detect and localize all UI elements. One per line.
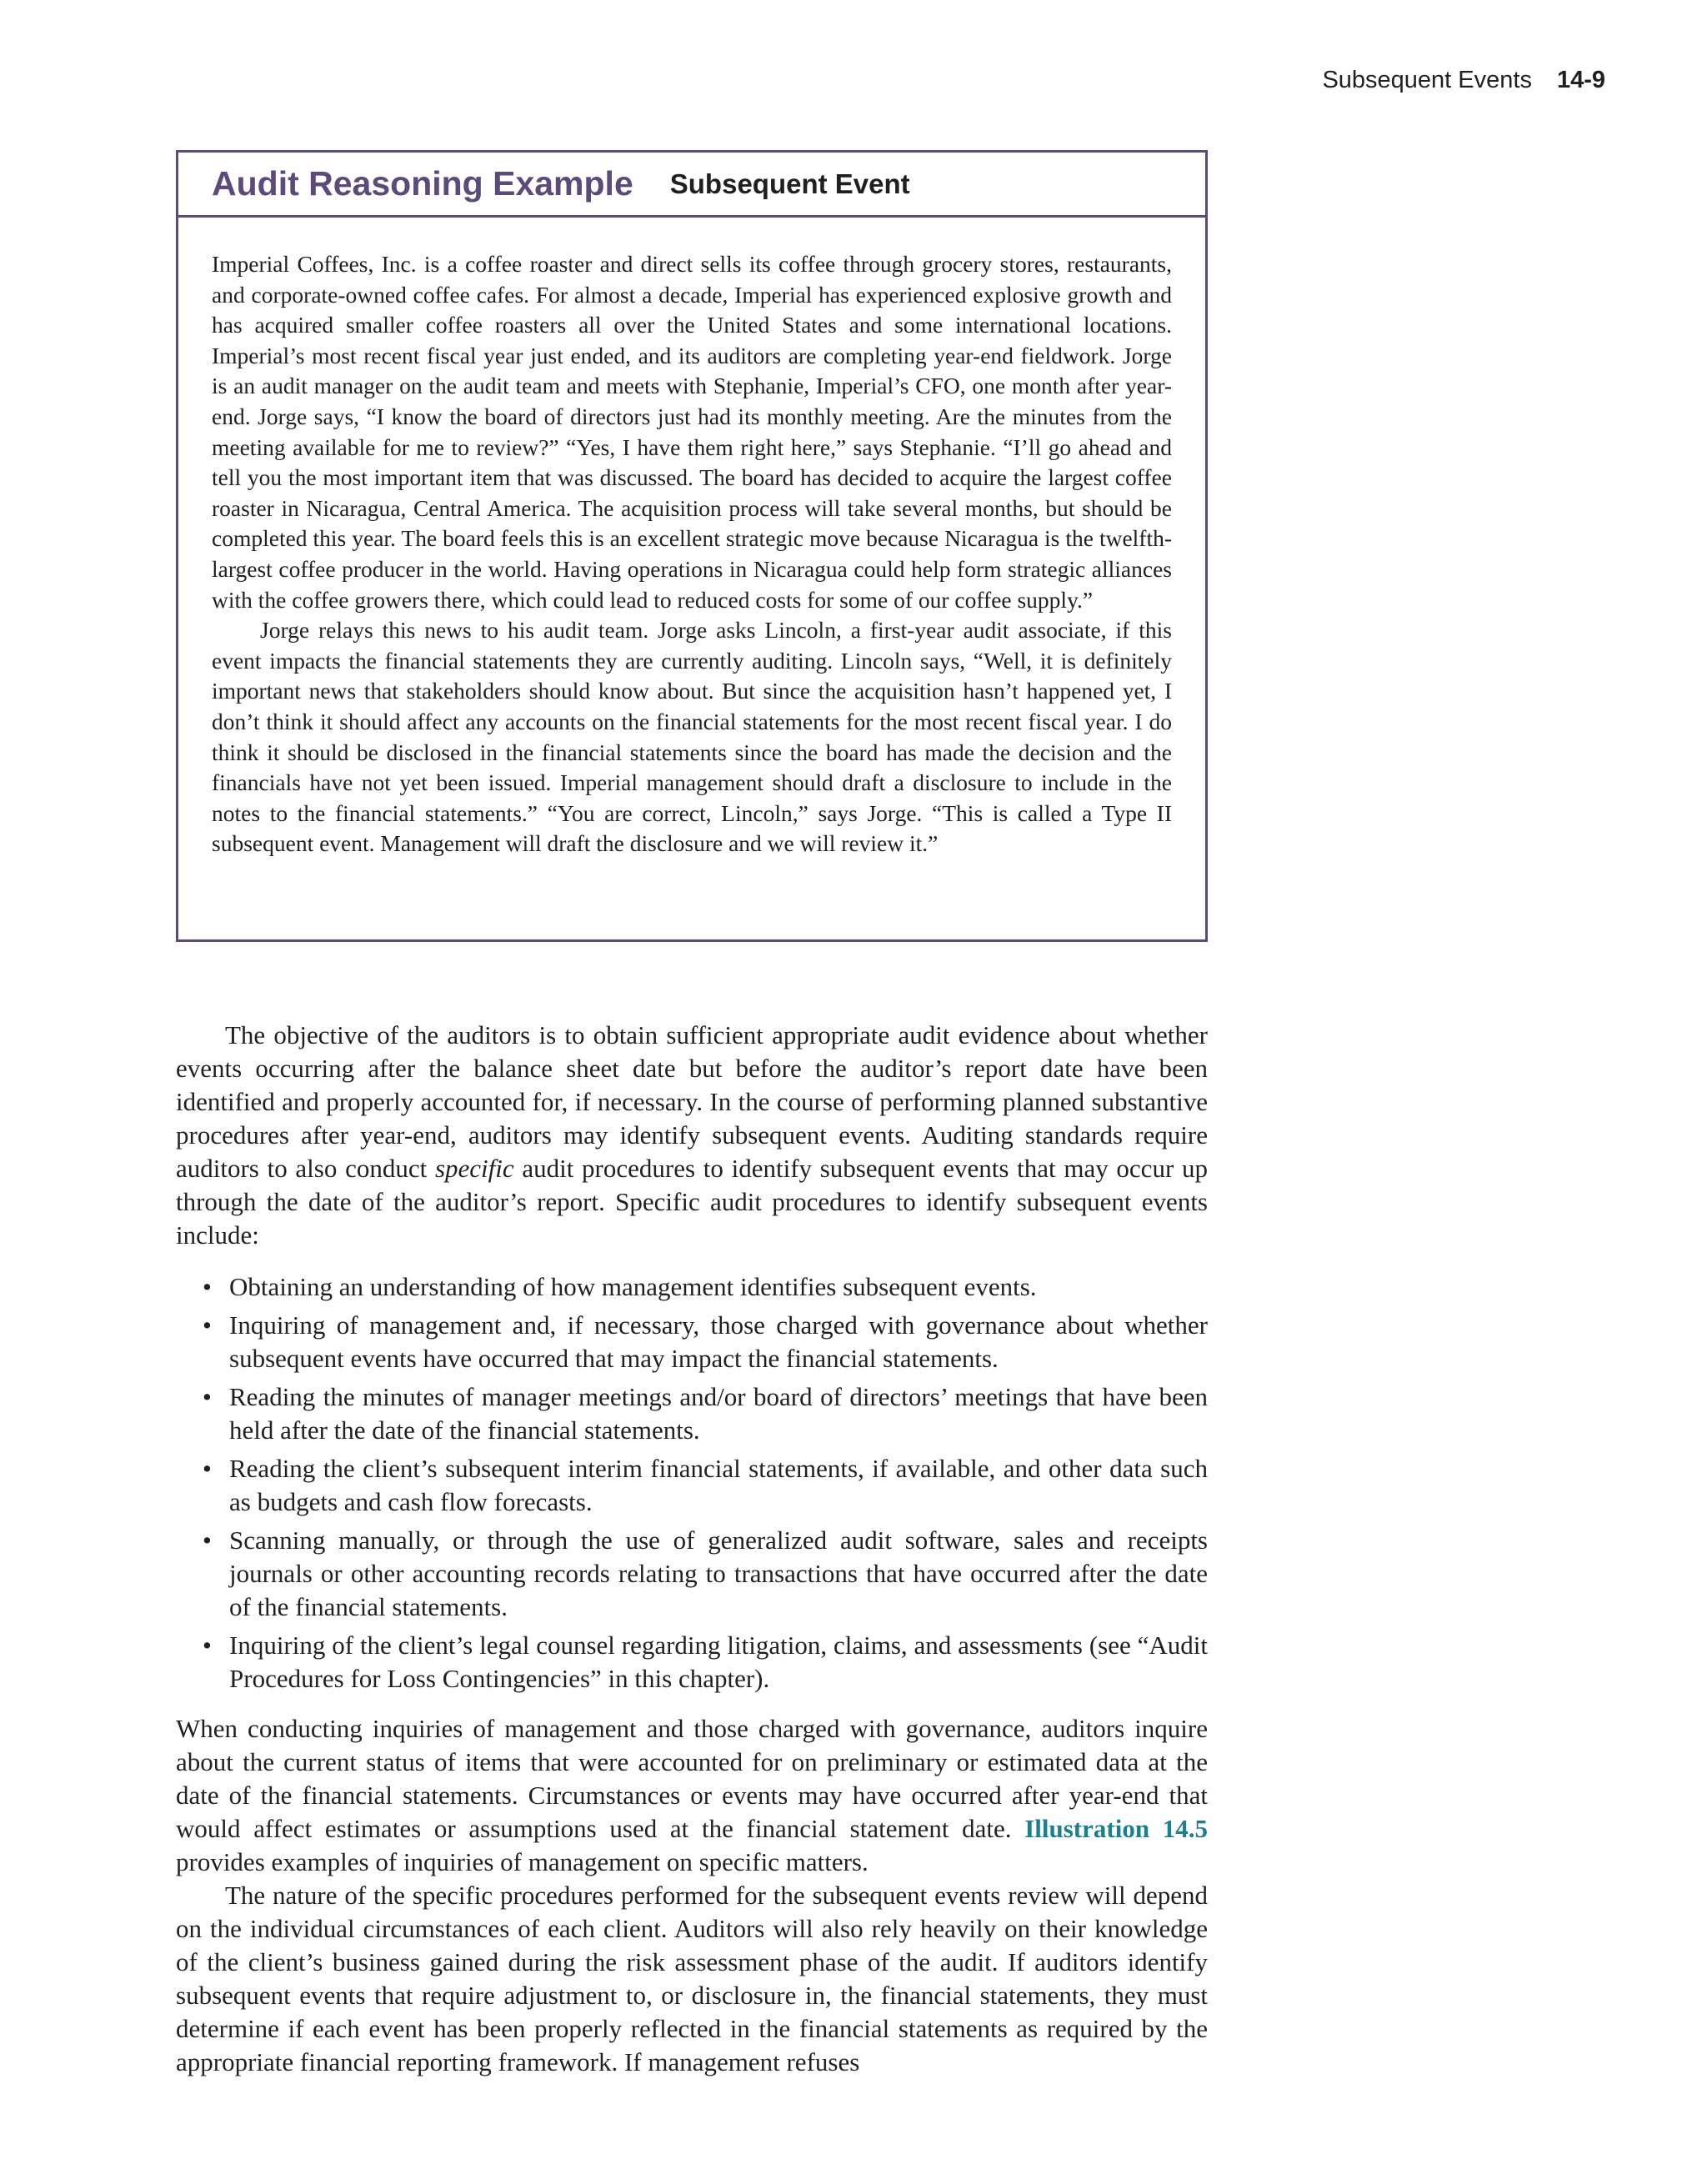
box-paragraph-1: Imperial Coffees, Inc. is a coffee roaster and direct sells its coffee through grocery stores, restaurants, and corporate-owned coffee cafes. For almost a decade, Imperial has experienced explosive growth and has acquired smaller coffee roasters all over the United States and some international locations. Imperial’s most recent fiscal year just ended, and its auditors are completing year-end fieldwork. Jorge is an audit manager on the audit team and meets with Stephanie, Imperial’s CFO, one month after year-end. Jorge says, “I know the board of directors just had its monthly meeting. Are the minutes from the meeting available for me to review?” “Yes, I have them right here,” says Stephanie. “I’ll go ahead and tell you the most important item that was discussed. The board has decided to acquire the largest coffee roaster in Nicaragua, Central America. The acquisition process will take several months, but should be completed this year. The board feels this is an excellent strategic move because Nicaragua is the twelfth-largest coffee producer in the world. Having operations in Nicaragua could help form strategic alliances with the coffee growers there, which could lead to reduced costs for some of our coffee supply.” xyxy=(212,251,1172,613)
list-item xyxy=(176,1309,1208,1375)
list-item xyxy=(176,1380,1208,1447)
list-item-text: Reading the client’s subsequent interim financial statements, if available, and other data such as budgets and cash flow forecasts. xyxy=(229,1454,1208,1516)
main-text xyxy=(176,1019,1208,2079)
audit-reasoning-example-box xyxy=(176,150,1208,942)
box-header xyxy=(178,153,1205,218)
para2-text-a: When conducting inquiries of management and those charged with governance, auditors inquire about the current status of items that were accounted for on preliminary or estimated data at the date of the financial statements. Circumstances or events may have occurred after year-end that would affect estimates or assumptions used at the financial statement date. xyxy=(176,1714,1208,1843)
list-item xyxy=(176,1629,1208,1696)
list-item xyxy=(176,1452,1208,1519)
body-paragraph-2 xyxy=(176,1712,1208,1879)
running-header xyxy=(1322,67,1605,94)
bullet-icon: • xyxy=(203,1310,212,1340)
illustration-link[interactable]: Illustration 14.5 xyxy=(1024,1814,1208,1843)
bullet-icon: • xyxy=(203,1272,212,1301)
list-item-text: Scanning manually, or through the use of generalized audit software, sales and receipts journals or other accounting records relating to transactions that have occurred after the date of the financial statements. xyxy=(229,1525,1208,1621)
box-title: Audit Reasoning Example xyxy=(212,164,633,203)
para1-text-a: The objective of the auditors is to obtain sufficient appropriate audit evidence about whether events occurring after the balance sheet date but before the auditor’s report date have been identified and properly accounted for, if necessary. In the course of performing planned substantive procedures after year-end, auditors may identify subsequent events. Auditing standards require auditors to also conduct xyxy=(176,1020,1208,1183)
list-item-text: Inquiring of management and, if necessary, those charged with governance about whether subsequent events have occurred that may impact the financial statements. xyxy=(229,1310,1208,1373)
box-body xyxy=(178,218,1205,859)
page-number: 14-9 xyxy=(1556,67,1605,93)
box-paragraph-2: Jorge relays this news to his audit team. Jorge asks Lincoln, a first-year audit associate, if this event impacts the financial statements they are currently auditing. Lincoln says, “Well, it is definitely important news that stakeholders should know about. But since the acquisition hasn’t happened yet, I don’t think it should affect any accounts on the financial statements for the most recent fiscal year. I do think it should be disclosed in the financial statements since the board has made the decision and the financials have not yet been issued. Imperial management should draft a disclosure to include in the notes to the financial statements.” “You are correct, Lincoln,” says Jorge. “This is called a Type II subsequent event. Management will draft the disclosure and we will review it.” xyxy=(212,617,1172,857)
list-item-text: Inquiring of the client’s legal counsel regarding litigation, claims, and assessments (see “Audit Procedures for Loss Contingencies” in this chapter). xyxy=(229,1630,1208,1693)
para2-text-b: provides examples of inquiries of management on specific matters. xyxy=(176,1847,869,1876)
bullet-icon: • xyxy=(203,1630,212,1660)
list-item xyxy=(176,1270,1208,1304)
bullet-icon: • xyxy=(203,1525,212,1555)
bullet-icon: • xyxy=(203,1454,212,1483)
list-item xyxy=(176,1524,1208,1624)
emphasis-specific: specific xyxy=(434,1154,514,1183)
body-paragraph-1 xyxy=(176,1019,1208,1252)
procedures-list xyxy=(176,1270,1208,1696)
list-item-text: Obtaining an understanding of how management identifies subsequent events. xyxy=(229,1272,1037,1301)
section-title: Subsequent Events xyxy=(1322,67,1532,93)
para1-text-b: audit procedures to identify subsequent events that may occur up through the date of the auditor’s report. Specific audit procedures to identify subsequent events include: xyxy=(176,1154,1208,1250)
bullet-icon: • xyxy=(203,1382,212,1411)
body-paragraph-3: The nature of the specific procedures performed for the subsequent events review will depend on the individual circumstances of each client. Auditors will also rely heavily on their knowledge of the client’s business gained during the risk assessment phase of the audit. If auditors identify subsequent events that require adjustment to, or disclosure in, the financial statements, they must determine if each event has been properly reflected in the financial statements as required by the appropriate financial reporting framework. If management refuses xyxy=(176,1881,1208,2076)
box-subtitle: Subsequent Event xyxy=(669,168,910,199)
list-item-text: Reading the minutes of manager meetings and/or board of directors’ meetings that have been held after the date of the financial statements. xyxy=(229,1382,1208,1445)
